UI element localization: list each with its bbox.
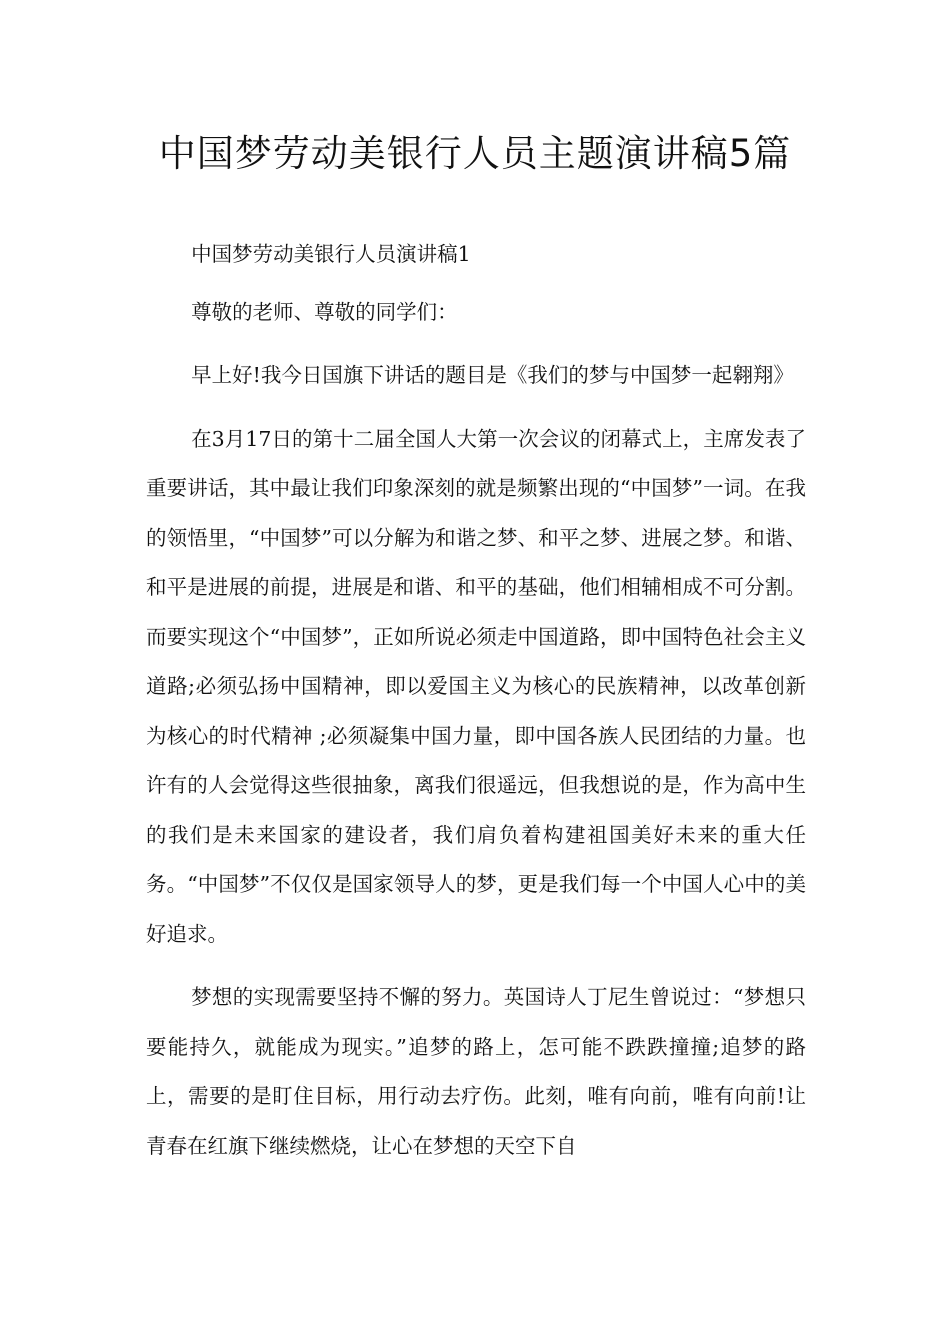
section-heading: 中国梦劳动美银行人员演讲稿1 bbox=[191, 242, 471, 266]
document-body bbox=[146, 230, 806, 1185]
document-title: 中国梦劳动美银行人员主题演讲稿5篇 bbox=[158, 132, 792, 175]
salutation: 尊敬的老师、尊敬的同学们： bbox=[191, 299, 458, 324]
body-paragraph: 早上好!我今日国旗下讲话的题目是《我们的梦与中国梦一起翱翔》 bbox=[191, 363, 794, 387]
body-paragraph: 在3月17日的第十二届全国人大第一次会议的闭幕式上，主席发表了重要讲话，其中最让我们印象深刻的就是频繁出现的“中国梦”一词。在我的领悟里，“中国梦”可以分解为和谐之梦、和平之梦、进展之梦。和谐、和平是进展的前提，进展是和谐、和平的基础，他们相辅相成不可分割。而要实现这个“中国梦”，正如所说必须走中国道路，即中国特色社会主义道路;必须弘扬中国精神，即以爱国主义为核心的民族精神，以改革创新为核心的时代精神 ;必须凝集中国力量，即中国各族人民团结的力量。也许有的人会觉得这些很抽象，离我们很遥远，但我想说的是，作为高中生的我们是未来国家的建设者，我们肩负着构建祖国美好未来的重大任务。“中国梦”不仅仅是国家领导人的梦，更是我们每一个中国人心中的美好追求。 bbox=[146, 426, 806, 946]
body-paragraph: 梦想的实现需要坚持不懈的努力。英国诗人丁尼生曾说过：“梦想只要能持久，就能成为现实。”追梦的路上，怎可能不跌跌撞撞;追梦的路上，需要的是盯住目标，用行动去疗伤。此刻，唯有向前，唯有向前!让青春在红旗下继续燃烧，让心在梦想的天空下自 bbox=[146, 985, 806, 1158]
